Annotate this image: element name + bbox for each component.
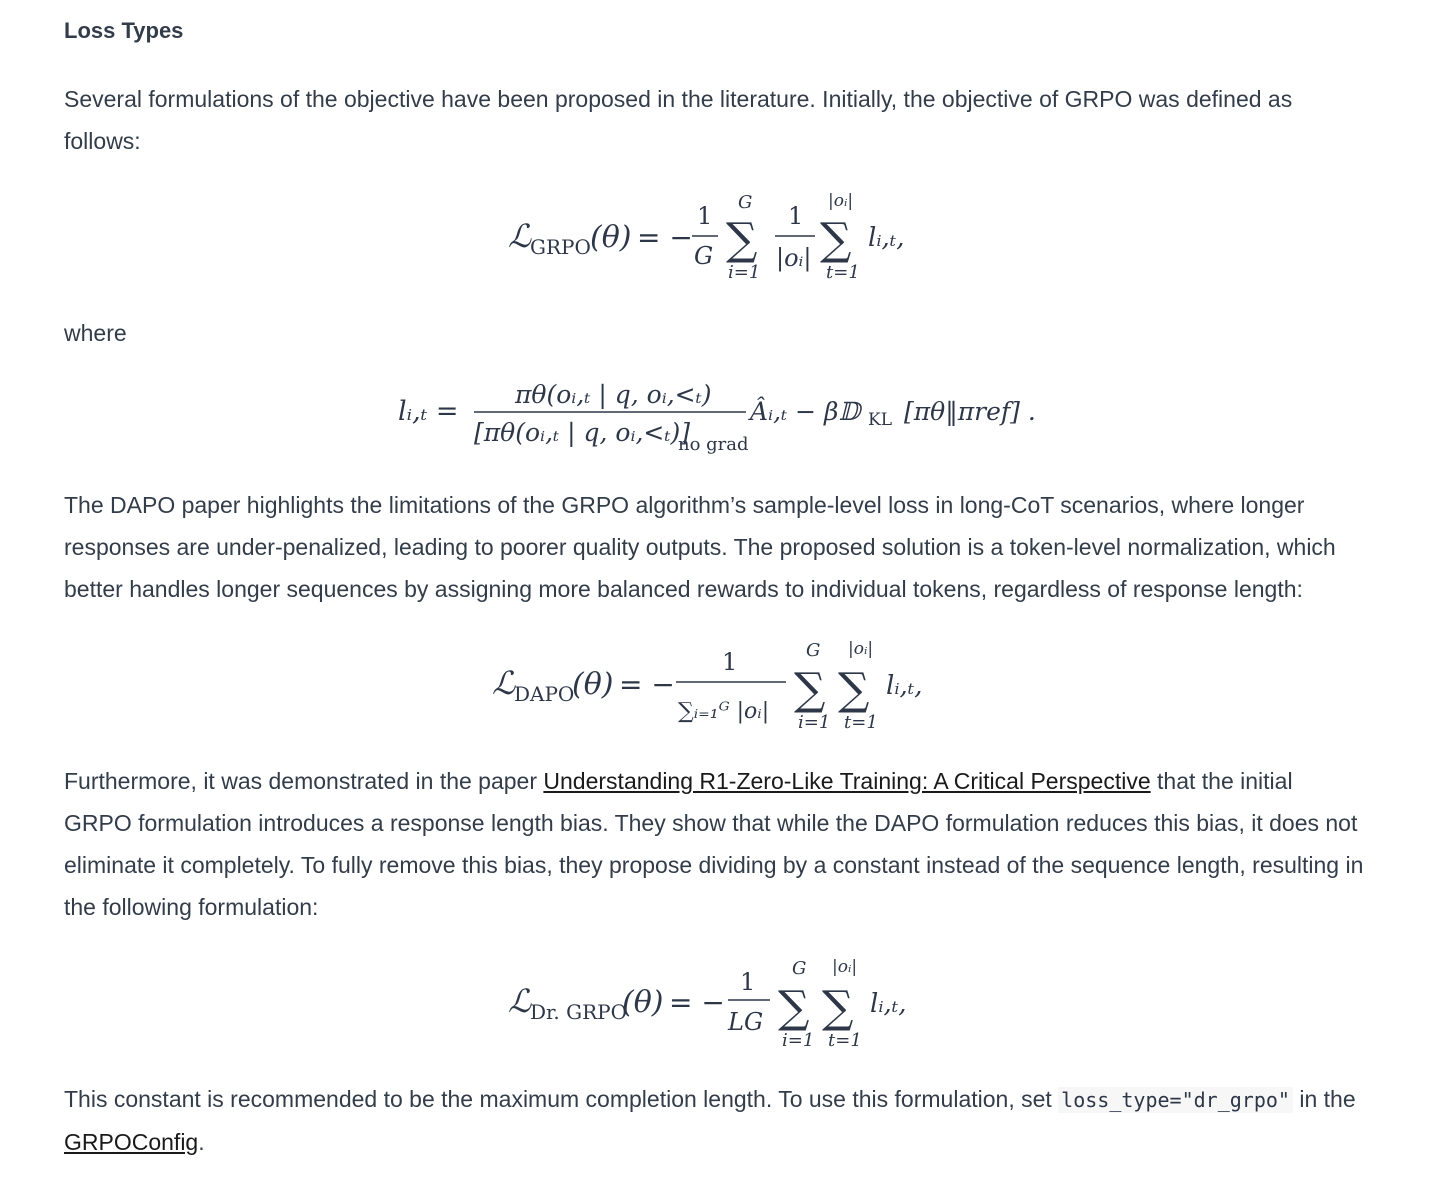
loss-type-code: loss_type="dr_grpo" — [1058, 1087, 1293, 1113]
lit-kl-arg: [πθ‖πref] . — [904, 397, 1036, 426]
dapo-theta: (θ) — [572, 667, 614, 702]
dapo-frac-num: 1 — [722, 648, 738, 676]
dapo-paragraph: The DAPO paper highlights the limitations of the GRPO algorithm’s sample-level loss in long-CoT scenarios, where longer responses are under-penalized, leading to poorer quality outputs. The proposed solution is a token-level normalization, which better handles longer sequences by assigning more balanced rewards to individual tokens, regardless of response length: — [64, 492, 1336, 602]
dapo-frac-den: ∑ᵢ₌₁ᴳ |oᵢ| — [678, 699, 770, 724]
dapo-sum1-bottom: i=1 — [798, 712, 831, 733]
lit-kl-sub: KL — [868, 410, 892, 430]
drgrpo-lhs-sub: Dr. GRPO — [530, 1000, 628, 1024]
drgrpo-sum1-top: G — [792, 958, 807, 979]
grpo-sum1-top: G — [738, 192, 753, 213]
furthermore-text-1: Furthermore, it was demonstrated in the paper — [64, 768, 544, 794]
drgrpo-theta: (θ) — [622, 985, 664, 1020]
drgrpo-equals: = − — [669, 986, 725, 1019]
grpo-frac2-den: |oᵢ| — [776, 244, 812, 272]
lit-den-sub: no grad — [678, 434, 749, 455]
final-text-2: in the — [1292, 1086, 1356, 1112]
lit-den: [πθ(oᵢ,ₜ | q, oᵢ,<ₜ)] — [474, 418, 691, 447]
dapo-sum2-bottom: t=1 — [844, 712, 878, 733]
grpo-sum2-bottom: t=1 — [826, 262, 860, 283]
drgrpo-frac-den: LG — [728, 1008, 764, 1036]
final-text-1: This constant is recommended to be the maximum completion length. To use this formulation, set — [64, 1086, 1059, 1112]
grpo-equals: = − — [637, 221, 693, 254]
drgrpo-sum2-top: |oᵢ| — [832, 957, 858, 977]
grpo-term: lᵢ,ₜ, — [868, 223, 905, 253]
drgrpo-sum2-sigma: ∑ — [822, 982, 854, 1033]
furthermore-paragraph — [64, 760, 1364, 928]
lit-advantage-beta-d: Âᵢ,ₜ − β𝔻 — [750, 397, 861, 426]
final-period: . — [198, 1129, 205, 1155]
lit-equation — [0, 370, 1440, 470]
lit-lhs: lᵢ,ₜ = — [398, 396, 459, 427]
grpo-frac2-num: 1 — [788, 202, 804, 230]
dapo-sum2-sigma: ∑ — [838, 664, 870, 715]
furthermore-text-2: that the initial GRPO formulation introduces a response length bias. They show that while the DAPO formulation reduces this bias, it does not eliminate it completely. To fully remove this bias, they propose dividing by a constant instead of the sequence length, resulting in the following formulation: — [64, 768, 1364, 920]
grpo-sum2-sigma: ∑ — [820, 214, 852, 265]
grpo-frac1-num: 1 — [697, 202, 713, 230]
drgrpo-sum1-sigma: ∑ — [778, 982, 810, 1033]
grpo-theta: (θ) — [590, 220, 632, 255]
dapo-equals: = − — [619, 668, 675, 701]
grpo-sum1-sigma: ∑ — [726, 214, 758, 265]
grpo-equation — [0, 180, 1440, 290]
drgrpo-lhs: ℒ — [508, 982, 532, 1020]
grpo-lhs: ℒ — [508, 217, 532, 255]
dapo-term: lᵢ,ₜ, — [886, 671, 923, 701]
dapo-lhs-sub: DAPO — [514, 682, 575, 706]
grpo-sum1-bottom: i=1 — [728, 262, 761, 283]
drgrpo-equation — [0, 950, 1440, 1060]
intro-paragraph: Several formulations of the objective have been proposed in the literature. Initially, the objective of GRPO was defined as follows: — [64, 86, 1293, 154]
grpo-sum2-top: |oᵢ| — [828, 191, 854, 211]
lit-num: πθ(oᵢ,ₜ | q, oᵢ,<ₜ) — [515, 380, 712, 409]
dapo-lhs: ℒ — [492, 664, 516, 702]
drgrpo-term: lᵢ,ₜ, — [870, 989, 907, 1019]
where-text: where — [64, 320, 127, 346]
drgrpo-sum2-bottom: t=1 — [828, 1030, 862, 1051]
dapo-sum1-sigma: ∑ — [794, 664, 826, 715]
dapo-sum1-top: G — [806, 640, 821, 661]
dapo-sum2-top: |oᵢ| — [848, 639, 874, 659]
grpo-frac1-den: G — [694, 242, 714, 270]
grpoconfig-link[interactable]: GRPOConfig — [64, 1129, 199, 1155]
grpo-lhs-sub: GRPO — [530, 235, 591, 259]
drgrpo-frac-num: 1 — [740, 968, 756, 996]
paper-link[interactable]: Understanding R1-Zero-Like Training: A Critical Perspective — [543, 768, 1151, 794]
dapo-equation — [0, 632, 1440, 742]
final-paragraph — [64, 1078, 1364, 1163]
drgrpo-sum1-bottom: i=1 — [782, 1030, 815, 1051]
section-heading: Loss Types — [64, 18, 184, 43]
